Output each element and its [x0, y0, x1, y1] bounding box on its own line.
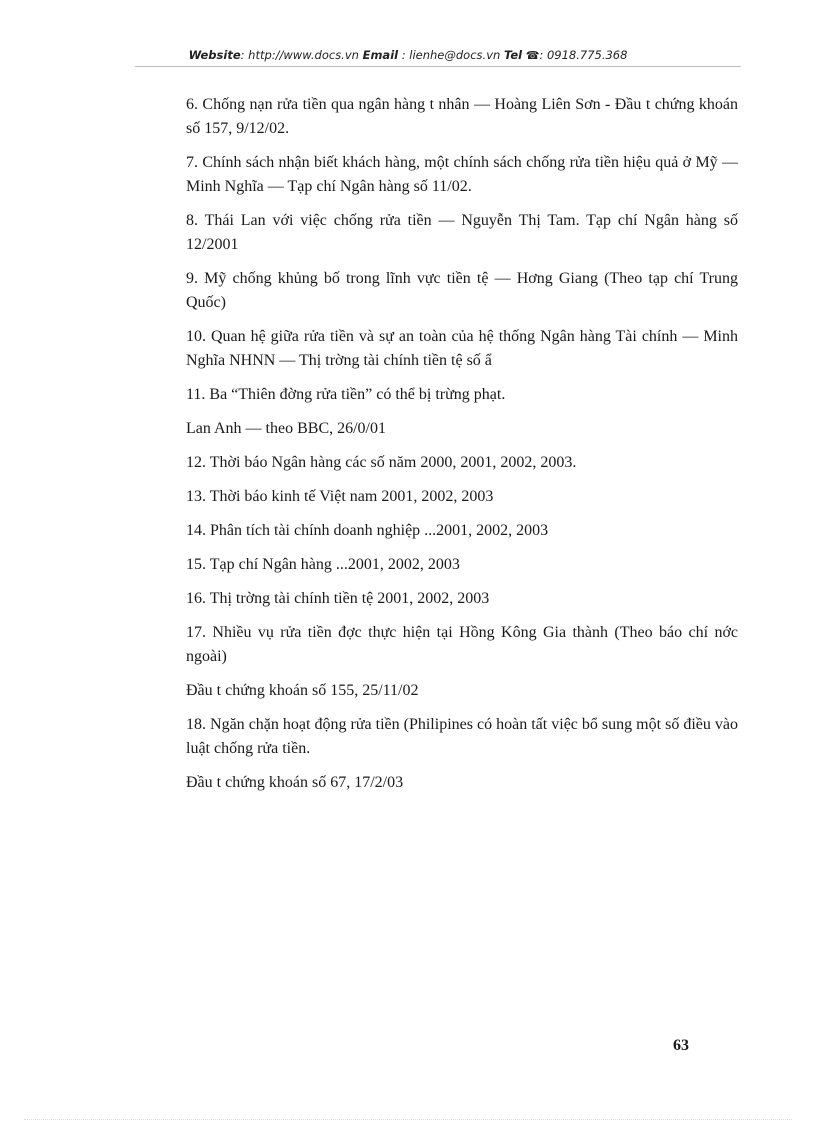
- website-label: Website: [188, 48, 241, 62]
- reference-item: Đầu t chứng khoán số 155, 25/11/02: [186, 682, 419, 699]
- header-rule: [135, 66, 741, 67]
- email-value: : lienhe@docs.vn: [401, 48, 501, 62]
- reference-list: [186, 93, 738, 805]
- reference-item: 14. Phân tích tài chính doanh nghiệp ...2001, 2002, 2003: [186, 522, 549, 539]
- reference-item: 9. Mỹ chống khủng bố trong lĩnh vực tiền tệ — Hơng Giang (Theo tạp chí Trung Quốc): [186, 270, 738, 311]
- reference-item: Đầu t chứng khoán số 67, 17/2/03: [186, 774, 404, 791]
- reference-item: 18. Ngăn chặn hoạt động rửa tiền (Philipines có hoàn tất việc bổ sung một số điều vào luật chống rửa tiền.: [186, 716, 738, 757]
- bottom-divider: [24, 1119, 792, 1120]
- website-value: : http://www.docs.vn: [240, 48, 359, 62]
- reference-item: 13. Thời báo kinh tế Việt nam 2001, 2002, 2003: [186, 488, 494, 505]
- reference-item: 10. Quan hệ giữa rửa tiền và sự an toàn của hệ thống Ngân hàng Tài chính — Minh Nghĩa NHNN — Thị trờng tài chính tiền tệ số ẩ: [186, 328, 738, 369]
- tel-value: : 0918.775.368: [539, 48, 628, 62]
- page-header: [0, 48, 816, 62]
- reference-item: 8. Thái Lan với việc chống rửa tiền — Nguyễn Thị Tam. Tạp chí Ngân hàng số 12/2001: [186, 212, 738, 253]
- reference-item: 6. Chống nạn rửa tiền qua ngân hàng t nhân — Hoàng Liên Sơn - Đầu t chứng khoán số 157, 9/12/02.: [186, 96, 738, 137]
- reference-item: Lan Anh — theo BBC, 26/0/01: [186, 420, 386, 437]
- reference-item: 17. Nhiều vụ rửa tiền đợc thực hiện tại Hồng Kông Gia thành (Theo báo chí nớc ngoài): [186, 624, 738, 665]
- reference-item: 12. Thời báo Ngân hàng các số năm 2000, 2001, 2002, 2003.: [186, 454, 577, 471]
- tel-label: Tel: [503, 48, 523, 62]
- page-number: 63: [673, 1037, 689, 1054]
- reference-item: 11. Ba “Thiên đờng rửa tiền” có thể bị trừng phạt.: [186, 386, 506, 403]
- email-label: Email: [362, 48, 399, 62]
- phone-icon: ☎: [525, 49, 540, 62]
- reference-item: 7. Chính sách nhận biết khách hàng, một chính sách chống rửa tiền hiệu quả ở Mỹ — Minh Nghĩa — Tạp chí Ngân hàng số 11/02.: [186, 154, 738, 195]
- reference-item: 16. Thị trờng tài chính tiền tệ 2001, 2002, 2003: [186, 590, 490, 607]
- reference-item: 15. Tạp chí Ngân hàng ...2001, 2002, 2003: [186, 556, 460, 573]
